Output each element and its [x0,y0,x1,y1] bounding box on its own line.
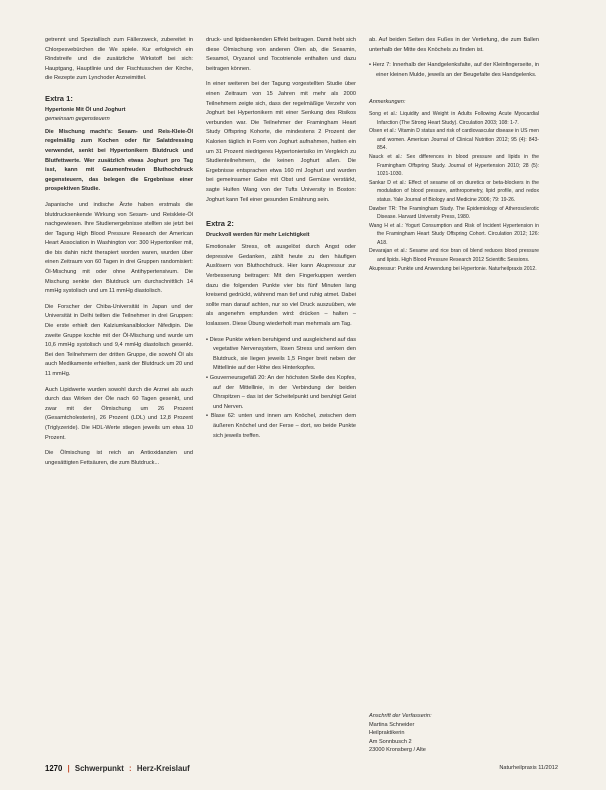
author-city: 23000 Kronsberg / Alte [369,747,426,754]
lead-paragraph: Die Mischung macht's: Sesam- und Reis-Kleie-Öl regelmäßig zum Kochen oder für Salatdressing verwendet, senkt bei Hypertonikern Blutdruck und Blutfettwerte. Wer zusätzlich etwas Joghurt pro Tag isst, kann mit Gaumenfreuden Bluthochdruck gegensteuern, das belegen die Ergebnisse einer prospektiven Studie. [45,128,193,193]
separator-bar: | [67,764,70,773]
list-item: • Blase 62: unten und innen am Knöchel, zwischen dem äußeren Knöchel und der Ferse – dort, wo beide Punkte sich jeweils treffen. [206,412,356,441]
reference-item: Sankar D et al.: Effect of sesame oil on diuretics or beta-blockers in the modulation of blood pressure, anthropometry, lipid profile, and redox status. Yale Journal of Biology and Medicine 2006; 79: 19-26. [369,179,539,203]
paragraph: Japanische und indische Ärzte haben erstmals die blutdrucksenkende Wirkung von Sesam- und Reiskleie-Öl nachgewiesen. Ihre Studienergebnisse stellten sie jetzt bei der Tagung High Blood Pressure Research der American Heart Association in Washington vor: 300 Hypertoniker mit, die bis dahin nicht therapiert worden waren, wurden über einen Zeitraum von 60 Tagen in drei Gruppen randomisiert: Öl-Mischung mit oder ohne Antihypertensivum. Die Mischung senkte den Blutdruck um durchschnittlich 14 mmHg systolisch und um 11 mmHg diastolisch. [45,201,193,295]
paragraph: druck- und lipidsenkenden Effekt beitragen. Damit hebt sich diese Ölmischung von anderen Ölen ab, die Sesamin, Sesamol, Oryzanol und Tocotrienole enthalten und dazu beitragen können. [206,37,356,72]
reference-item: Song et al.: Liquidity and Weight in Adults Following Acute Myocardial Infarction (The Strong Heart Study). Circulation 2003; 108: 1-7. [369,110,539,126]
extra1-subheading-2: gemeinsam gegensteuern [45,116,110,123]
column-middle [206,36,356,447]
page-number: 1270 [45,764,63,773]
journal-issue: Naturheilpraxis 11/2012 [499,765,558,771]
extra1-subheading: Hypertonie Mit Öl und Joghurt [45,106,126,113]
references-heading: Anmerkungen: [369,99,406,106]
column-right [369,36,539,273]
paragraph: Die Ölmischung ist reich an Antioxidanzien und ungesättigten Fettsäuren, die zum Blutdruck... [45,450,193,466]
paragraph: In einer weiteren bei der Tagung vorgestellten Studie über einen Zeitraum von 15 Jahren mit mehr als 2000 Teilnehmern zeigte sich, dass der regelmäßige Verzehr von Joghurt bei Hypertonikern mit einer Senkung des Risikos verbunden war. Die Teilnehmer der Framingham Heart Study Offspring Kohorte, die mindestens 2 Prozent der Kalorien täglich in Form von Joghurt aufnahmen, hatten ein um 31 Prozent niedrigeres Hypertonierisiko im Vergleich zu Studienteilnehmern, die keinen Joghurt aßen. Die Ergebnisse entsprachen etwa 160 ml Joghurt und wurden bei gemeinsamer Gabe mit Obst und Gemüse verstärkt, sagte Huifen Wang von der Tufts University in Boston: Joghurt kann Teil einer gesunden Ernährung sein. [206,81,356,203]
footer-left [45,764,190,773]
paragraph: getrennt und Speziallisch zum Fällerzweck, zubereitet in Chlorpesvebürchen die We spiele. Kur erfolgreich ein Rindstreife und die zusätzliche Wirkstoff bei sich: Hauptgang, Hauptlinie und der Fischtusschen der Kirche, die Rezepte zum Lynchoder Arzneimittel. [45,37,193,82]
acupressure-list-continued [369,61,539,80]
paragraph: ab. Auf beiden Seiten des Fußes in der Vertiefung, die zum Ballen unterhalb der Mitte des Knöchels zu finden ist. [369,37,539,53]
paragraph: Auch Lipidwerte wurden sowohl durch die Arznei als auch durch das Wirken der Öle nach 60 Tagen gesenkt, und zwar mit der Ölmischung um 26 Prozent (Gesamtcholesterin), 26 Prozent (LDL) und 12,8 Prozent (Triglyzeride). Die HDL-Werte stiegen jeweils um etwa 10 Prozent. [45,386,193,441]
reference-item: Nauck et al.: Sex differences in blood pressure and lipids in the Framingham Offspring Study. Journal of Hypertension 2010; 28 (5): 1021-1030. [369,153,539,178]
author-label: Anschrift der Verfasserin: [369,713,432,719]
author-address [369,712,539,755]
acupressure-list [206,336,356,442]
reference-item: Dawber TR: The Framingham Study. The Epidemiology of Atherosclerotic Disease. Harvard University Press, 1980. [369,205,539,221]
list-item: • Diese Punkte wirken beruhigend und ausgleichend auf das vegetative Nervensystem, lösen Stress und senken den Blutdruck, sie liegen jeweils 1,5 Finger breit neben der Mittellinie auf der Höhe des Hinterkopfes. [206,336,356,374]
author-name: Martina Schneider [369,721,415,728]
separator-colon: : [129,764,132,773]
author-street: Am Sonnbusch 2 [369,738,412,745]
reference-item: Devarajan et al.: Sesame and rice bran oil blend reduces blood pressure and lipids. High Blood Pressure Research 2012 Scientific Sessions. [369,248,539,264]
author-profession: Heilpraktikerin [369,730,405,737]
topic-label: Herz-Kreislauf [136,764,190,773]
column-left [45,36,193,468]
extra2-heading: Extra 2: [206,219,234,229]
section-label: Schwerpunkt [74,764,124,773]
reference-item: Olsen et al.: Vitamin D status and risk of cardiovascular disease in US men and women. American Journal of Clinical Nutrition 2012; 95 (4): 843-854. [369,128,539,152]
list-item: • Gouverneursgefäß 20: An der höchsten Stelle des Kopfes, auf der Mittellinie, in der Verbindung der beiden Ohrspitzen – das ist der Scheitelpunkt und beruhigt Geist und Nerven. [206,374,356,412]
extra2-subheading: Druckvoll werden für mehr Leichtigkeit [206,231,310,238]
paragraph: Emotionaler Stress, oft ausgelöst durch Angst oder depressive Gedanken, zählt heute zu den häufigen Auslösern von Bluthochdruck. Hier kann Akupressur zur Verbesserung beitragen: Mit den Fingerkuppen werden dazu die folgenden Punkte vier bis fünf Minuten lang kreisend gedrückt, während man tief und ruhig atmet. Dabei sollte man darauf achten, nur so viel Druck auszuüben, wie als angenehm empfunden wird: drücken – halten – loslassen. Diese Übung wiederholt man mehrmals am Tag. [206,244,356,328]
references-list [369,110,539,273]
extra1-heading: Extra 1: [45,93,73,103]
reference-item: Wang H et al.: Yogurt Consumption and Risk of Incident Hypertension in the Framingham Heart Study Offspring Cohort. Circulation 2012; 126: A18. [369,222,539,246]
reference-item: Akupressur: Punkte und Anwendung bei Hypertonie. Naturheilpraxis 2012. [369,265,537,272]
list-item: • Herz 7: Innerhalb der Handgelenksfalte, auf der Kleinfingerseite, in einer kleinen Mulde, jeweils an der Beugefalte des Handgelenks. [369,61,539,80]
paragraph: Die Forscher der Chiba-Universität in Japan und der Universität in Delhi teilten die Teilnehmer in drei Gruppen: Die erste erhielt den Kalziumkanalblocker Nifedipin. Die zweite Gruppe kochte mit der Öl-Mischung und wurde um 10,6 mmHg systolisch und 9,4 mmHg diastolisch gesenkt. Bei den Teilnehmern der dritten Gruppe, die sowohl Öl als auch Medikamente erhielten, sank der Blutdruck um 20 und 11 mmHg. [45,303,193,377]
